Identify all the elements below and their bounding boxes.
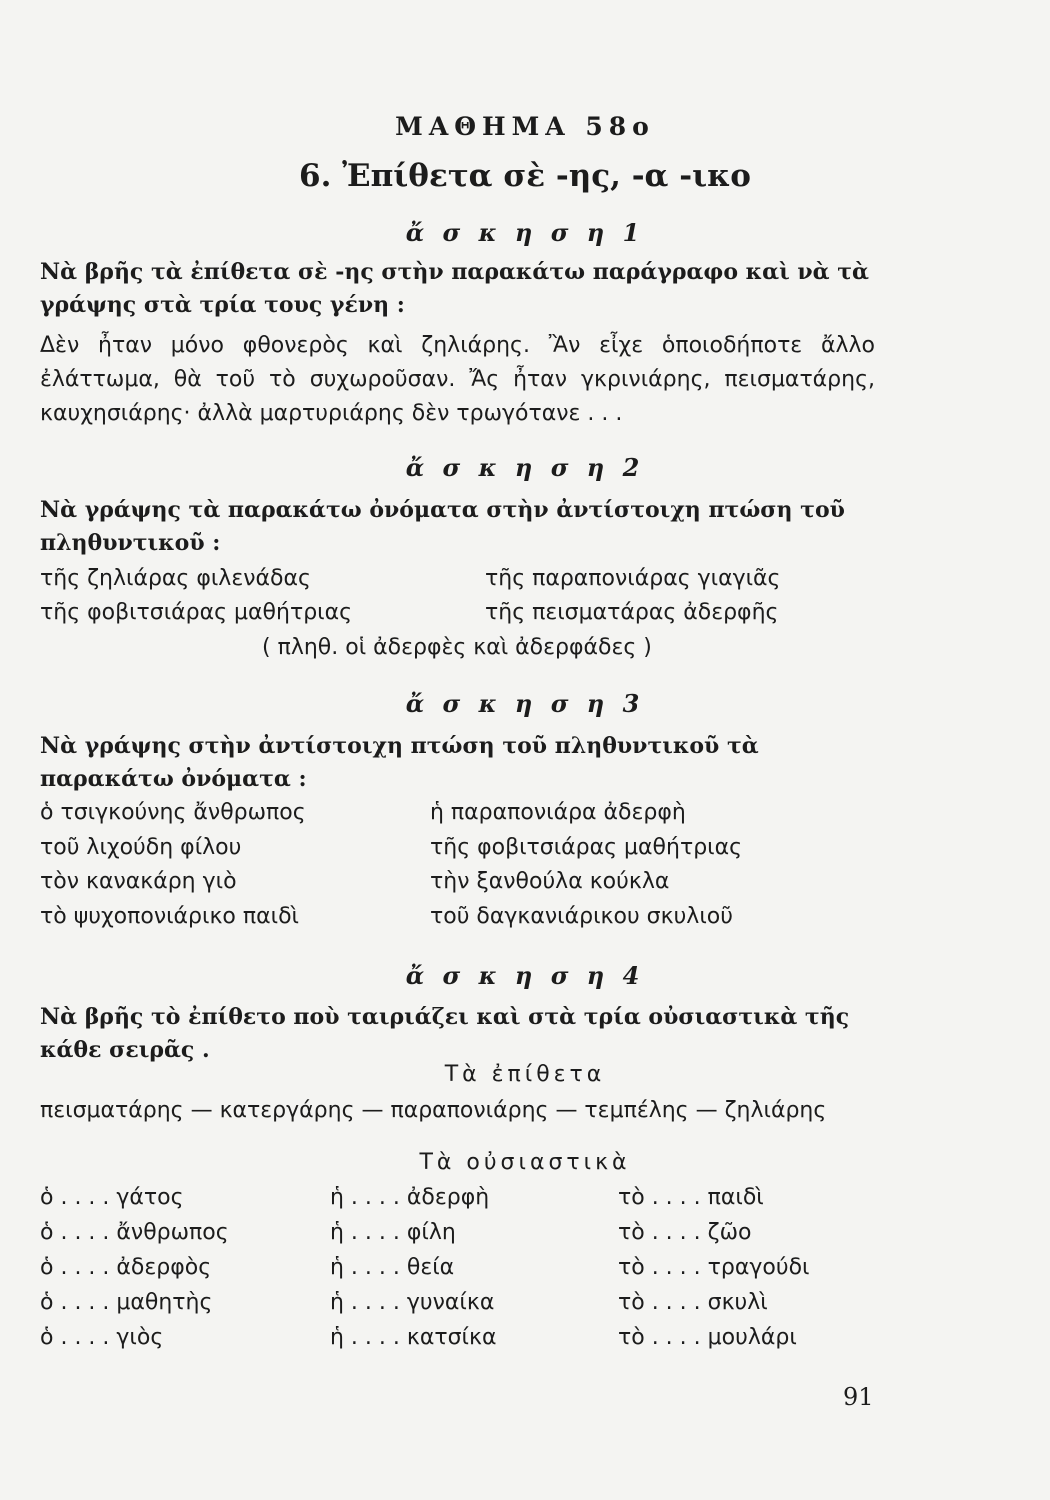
exercise-3-left-item: τοῦ λιχούδη φίλου xyxy=(40,835,242,860)
noun-feminine: ἡ . . . . κατσίκα xyxy=(330,1325,497,1350)
adjectives-list: πεισματάρης — κατεργάρης — παραπονιάρης — τεμπέλης — ζηλιάρης xyxy=(40,1098,827,1123)
exercise-2-item: τῆς ζηλιάρας φιλενάδας xyxy=(40,566,311,591)
lesson-heading: ΜΑΘΗΜΑ 58ο xyxy=(395,112,655,141)
exercise-2-item: τῆς φοβιτσιάρας μαθήτριας xyxy=(40,600,353,625)
exercise-2-item: τῆς πεισματάρας ἀδερφῆς xyxy=(485,600,779,625)
noun-feminine: ἡ . . . . ἀδερφὴ xyxy=(330,1185,490,1210)
exercise-3-left-item: τὸν κανακάρη γιὸ xyxy=(40,869,237,894)
exercise-3-right-item: τὴν ξανθούλα κούκλα xyxy=(430,869,670,894)
exercise-3-left-item: ὁ τσιγκούνης ἄνθρωπος xyxy=(40,800,306,825)
adjectives-heading: Τὰ ἐπίθετα xyxy=(444,1062,606,1087)
exercise-1-instruction: Νὰ βρῆς τὰ ἐπίθετα σὲ -ης στὴν παρακάτω παράγραφο καὶ νὰ τὰ γράψης στὰ τρία τους γένη : xyxy=(40,259,869,318)
section-title: 6. Ἐπίθετα σὲ -ης, -α -ικο xyxy=(299,158,751,194)
exercise-3-right-item: ἡ παραπονιάρα ἀδερφὴ xyxy=(430,800,686,825)
noun-neuter: τὸ . . . . ζῶο xyxy=(618,1220,752,1245)
noun-neuter: τὸ . . . . σκυλὶ xyxy=(618,1290,768,1315)
page-number: 91 xyxy=(843,1383,874,1411)
exercise-3-label: ἄ σ κ η σ η 3 xyxy=(405,689,645,718)
noun-masculine: ὁ . . . . γιὸς xyxy=(40,1325,164,1350)
noun-masculine: ὁ . . . . γάτος xyxy=(40,1185,184,1210)
noun-masculine: ὁ . . . . μαθητὴς xyxy=(40,1290,213,1315)
exercise-2-item: τῆς παραπονιάρας γιαγιᾶς xyxy=(485,566,781,591)
noun-feminine: ἡ . . . . φίλη xyxy=(330,1220,456,1245)
exercise-4-label: ἄ σ κ η σ η 4 xyxy=(405,961,645,990)
exercise-3-instruction: Νὰ γράψης στὴν ἀντίστοιχη πτώση τοῦ πληθυντικοῦ τὰ παρακάτω ὀνόματα : xyxy=(40,733,759,792)
noun-neuter: τὸ . . . . μουλάρι xyxy=(618,1325,797,1350)
noun-neuter: τὸ . . . . παιδὶ xyxy=(618,1185,764,1210)
exercise-3-right-item: τῆς φοβιτσιάρας μαθήτριας xyxy=(430,835,743,860)
exercise-3-right-item: τοῦ δαγκανιάρικου σκυλιοῦ xyxy=(430,904,733,929)
noun-masculine: ὁ . . . . ἄνθρωπος xyxy=(40,1220,229,1245)
exercise-2-note: ( πληθ. οἱ ἀδερφὲς καὶ ἀδερφάδες ) xyxy=(262,635,652,660)
exercise-3-left-item: τὸ ψυχοπονιάρικο παιδὶ xyxy=(40,904,299,929)
exercise-1-label: ἄ σ κ η σ η 1 xyxy=(405,218,645,247)
noun-feminine: ἡ . . . . γυναίκα xyxy=(330,1290,495,1315)
exercise-4-instruction: Νὰ βρῆς τὸ ἐπίθετο ποὺ ταιριάζει καὶ στὰ τρία οὐσιαστικὰ τῆς κάθε σειρᾶς . xyxy=(40,1004,850,1063)
noun-feminine: ἡ . . . . θεία xyxy=(330,1255,455,1280)
exercise-2-instruction: Νὰ γράψης τὰ παρακάτω ὀνόματα στὴν ἀντίστοιχη πτώση τοῦ πληθυντικοῦ : xyxy=(40,497,845,556)
noun-masculine: ὁ . . . . ἀδερφὸς xyxy=(40,1255,212,1280)
nouns-heading: Τὰ οὐσιαστικὰ xyxy=(419,1150,631,1175)
exercise-1-paragraph: Δὲν ἦταν μόνο φθονερὸς καὶ ζηλιάρης. Ἂν εἶχε ὁποιοδήποτε ἄλλο ἐλάττωμα, θὰ τοῦ τὸ συχωροῦσαν. Ἄς ἦταν γκρινιάρης, πεισματάρης, καυχησιάρης· ἀλλὰ μαρτυριάρης δὲν τρωγότανε . . . xyxy=(40,333,875,426)
noun-neuter: τὸ . . . . τραγούδι xyxy=(618,1255,810,1280)
exercise-2-label: ἄ σ κ η σ η 2 xyxy=(405,453,645,482)
